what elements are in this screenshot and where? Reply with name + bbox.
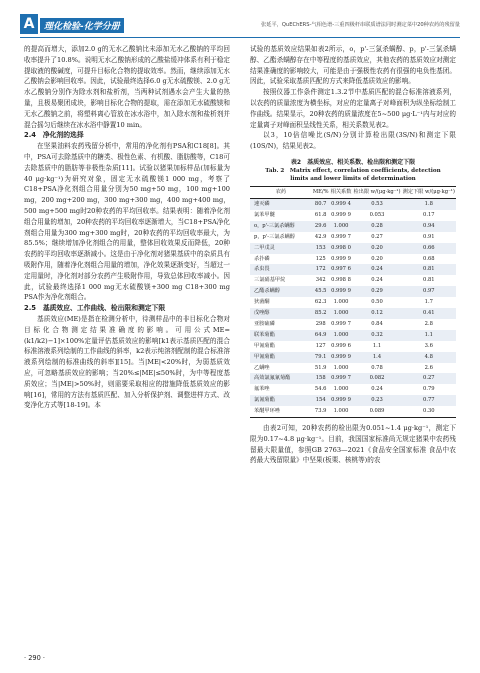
table-cell: 0.999 9: [330, 352, 353, 363]
table-row: [250, 363, 456, 374]
table-cell: 0.94: [402, 221, 456, 232]
table-cell: 0.998 0: [330, 243, 353, 254]
table-cell: 172: [312, 264, 330, 275]
table-cell: 1.000: [333, 299, 349, 306]
table-cell: 0.78: [371, 364, 383, 371]
table-row: [250, 286, 456, 297]
table-cell: 0.089: [352, 406, 401, 417]
table-cell: 0.20: [352, 243, 401, 254]
table-cell: 3.6: [424, 342, 433, 349]
table-cell: 125: [315, 255, 326, 262]
table-row: [250, 384, 456, 395]
journal-name: 理化检验-化学分册: [40, 18, 124, 33]
table-cell: 0.999 7: [330, 373, 353, 384]
table-cell: 0.50: [371, 299, 383, 306]
table-cell: 0.999 7: [331, 233, 351, 240]
table-cell: 342: [315, 277, 326, 284]
table-cell: 0.999 9: [330, 395, 353, 406]
table-cell: 1.000: [333, 364, 349, 371]
table-cell: 0.24: [371, 386, 383, 393]
page-header: [20, 12, 460, 38]
table-row: [250, 330, 456, 341]
table-cell: 0.053: [369, 211, 385, 218]
table-cell: 298: [315, 320, 326, 327]
page-number: · 290 ·: [24, 654, 45, 662]
table-cell: 0.53: [352, 198, 401, 209]
table-cell: 1.8: [402, 198, 456, 209]
table-cell: 高效氯氟氰菊酯: [250, 373, 312, 384]
table-caption-en-2: limits and lower limits of determination: [290, 175, 416, 182]
table-cell: 0.66: [402, 243, 456, 254]
table-cell: 0.81: [423, 277, 435, 284]
column-header: 测定下限 w/(μg·kg⁻¹): [402, 186, 456, 198]
table-caption-en-1: Tab. 2 Matrix effect, correlation coefficients, detection: [265, 167, 441, 174]
table-cell: 杀虫畏: [250, 264, 312, 275]
column-header: 相关系数: [330, 186, 353, 198]
table-cell: 1.000: [330, 406, 353, 417]
journal-logo-icon: A: [20, 14, 38, 34]
table-cell: 2.6: [424, 364, 433, 371]
table-cell: 45.5: [312, 286, 330, 297]
table-cell: 42.9: [314, 233, 327, 240]
table-cell: 158: [312, 373, 330, 384]
table-cell: 0.84: [371, 320, 383, 327]
table-cell: 0.28: [352, 221, 401, 232]
column-header: 检出限 w/(μg·kg⁻¹): [352, 186, 401, 198]
table-cell: 29.6: [312, 221, 330, 232]
table-cell: p，p'-三氯杀螨醇: [254, 233, 295, 240]
table-row: [250, 254, 456, 265]
right-column: [250, 44, 456, 466]
table-cell: 54.6: [314, 386, 327, 393]
paragraph: 的提高而增大，添加2.0 g的无水乙酸钠比未添加无水乙酸钠的平均回收率提升了10.8%。说明无水乙酸钠形成的乙酸盐缓冲体系有利于稳定提取液的酸碱度，可提升目标化合物的提取效率。然而，继续添加无水乙酸钠会影响回收率。因此，试验最终选择6.0 g无水硫酸镁、2.0 g无水乙酸钠分别作为除水剂和盐析剂，当两种试剂遇水会产生大量的热量，且极易聚团成块，影响目标化合物的提取，需在添加无水硫酸镁和无水乙酸钠之前，将塑料离心管放在冰水浴中，加入除水剂和盐析剂并混合摇匀后继续在冰水浴中静置10 min。: [24, 45, 230, 129]
table-cell: o，p'-三氯杀螨醇: [250, 221, 312, 232]
table-cell: 0.27: [371, 233, 383, 240]
table-header-row: [250, 186, 456, 198]
table-cell: 80.7: [312, 198, 330, 209]
table-cell: 氯苯甲醚: [254, 211, 275, 218]
table-cell: 61.8: [314, 211, 327, 218]
table-cell: 1.7: [424, 299, 433, 306]
table-cell: 51.9: [314, 364, 327, 371]
table-cell: 0.24: [371, 277, 383, 284]
table-cell: 甲氰菊酯: [250, 352, 312, 363]
table-cell: 0.23: [352, 395, 401, 406]
table-cell: 0.68: [423, 255, 435, 262]
table-cell: 0.29: [352, 286, 401, 297]
table-row: [250, 297, 456, 308]
table-row: [250, 232, 456, 243]
paragraph: 由表2可知，20种农药的检出限为0.051~1.4 μg·kg⁻¹，测定下限为0.17~4.8 μg·kg⁻¹。目前，我国国家标准尚无规定猪果中农药残留最大限量值，参照GB 2763—2021《食品安全国家标准 食品中农药最大残留限量》中坚果(板栗、核桃等)的农: [250, 424, 456, 465]
table-cell: 1.1: [402, 330, 456, 341]
table-row: [250, 198, 456, 209]
table-row: [250, 406, 456, 417]
table-cell: 0.79: [423, 386, 435, 393]
table-row: [250, 395, 456, 406]
left-column: [24, 44, 230, 411]
section-heading: 2.5 基质效应、工作曲线、检出限和测定下限: [24, 304, 166, 313]
table-cell: 0.30: [402, 406, 456, 417]
running-title: 张延平，QuEChERS-气相色谱-三重四极杆串联质谱法同时测定菜中20种农药的残留量: [261, 22, 460, 28]
table-cell: 1.1: [372, 342, 382, 349]
table-cell: 0.20: [371, 255, 383, 262]
table-cell: 62.3: [314, 299, 327, 306]
paragraph: 试验的基质效应结果如表2所示，o，p'-三氯杀螨醇、p，p'-三氯杀螨醇、乙酯杀螨醇存在中等程度的基质效应，其他农药的基质效应对测定结果准确度的影响较大，可能是由于强极性农药有很强的电负性基团。因此，试验采取基质匹配的方式来降低基质效应的影响。: [250, 45, 456, 86]
table-row: [250, 308, 456, 319]
table-row: [250, 264, 456, 275]
section-heading: 2.4 净化剂的选择: [24, 131, 84, 140]
paragraph: 在坚果油料农药残留分析中，常用的净化剂有PSA和C18[8]。其中，PSA可去除基质中的糖类、极性色素、有机酸、脂肪酸等，C18可去除基质中的脂肪等非极性杂质[11]。试验以猪果加标样品(加标量为40 μg·kg⁻¹)为研究对象，固定无水硫酸镁1 000 mg，考察了C18+PSA净化剂组合用量分别为50 mg+50 mg，100 mg+100 mg，200 mg+200 mg，300 mg+300 mg，400 mg+400 mg，500 mg+500 mg时20种农药的平均回收率。结果表明：随着净化剂组合用量的增加，20种农药的平均回收率逐渐增大，当C18+PSA净化剂组合用量为300 mg+300 mg时，20种农药的平均回收率最大，为85.5%；继续增加净化剂组合的用量，整体回收效果反而降低，20种农药的平均回收率逐渐减小。这是由于净化剂对猪果基质中的杂质具有吸附作用，随着净化剂组合用量的增加，净化效果逐渐变好，当超过一定用量时，净化剂对部分农药产生吸附作用，导致总体回收率减小。因此，试验最终选择1 000 mg无水硫酸镁+300 mg C18+300 mg PSA作为净化剂组合。: [24, 142, 230, 302]
column-header: 农药: [250, 186, 312, 198]
table-cell: 1.4: [352, 352, 401, 363]
table-cell: 戊唑醇: [250, 308, 312, 319]
results-table: [250, 186, 456, 418]
table-cell: 亚胺硫磷: [254, 320, 275, 327]
table-cell: 1.000: [330, 221, 353, 232]
table-cell: 0.32: [352, 330, 401, 341]
table-cell: 0.91: [423, 233, 435, 240]
table-row: [250, 210, 456, 221]
table-cell: 2.8: [424, 320, 433, 327]
table-cell: 0.81: [402, 264, 456, 275]
table-cell: 0.999 9: [330, 286, 353, 297]
table-cell: 0.17: [423, 211, 435, 218]
table-cell: 127: [315, 342, 326, 349]
table-cell: 0.999 7: [331, 320, 351, 327]
table-cell: 0.97: [402, 286, 456, 297]
table-cell: 85.2: [312, 308, 330, 319]
column-header: ME/%: [312, 186, 330, 198]
table-row: [250, 373, 456, 384]
paragraph: 基质效应(ME)是指在检测分析中，待测样品中的非目标化合物对目标化合物测定结果准确度的影响。可用公式ME=(k1/k2)−1]×100%定量评估基质效应的影响[k1表示基质匹配的混合标准溶液系列绘制的工作曲线的斜率，k2表示纯溶剂配制的混合标准溶液系列绘制的标准曲线的斜率][15]。当|ME|<20%时，为弱基质效应，可忽略基质效应的影响；当20%≤|ME|≤50%时，为中等程度基质效应；当|ME|>50%时，则需要采取相应的措施降低基质效应的影响[16]，常用的方法有基质匹配、加入分析保护剂、调整进样方式、改变净化方式等[18-19]。本: [24, 314, 231, 410]
table-cell: 0.082: [352, 373, 401, 384]
table-cell: 0.999 4: [330, 198, 353, 209]
table-cell: 三氯硝基甲烷: [254, 277, 286, 284]
table-cell: 79.1: [312, 352, 330, 363]
table-cell: 苯醚甲环唑: [250, 406, 312, 417]
table-cell: 氟苯唑: [254, 386, 270, 393]
table-cell: 1.000: [330, 330, 353, 341]
table-row: [250, 275, 456, 286]
table-cell: 甲氰菊酯: [254, 342, 275, 349]
table-cell: 154: [312, 395, 330, 406]
table-cell: 73.9: [312, 406, 330, 417]
table-cell: 二甲戊灵: [250, 243, 312, 254]
table-cell: 0.27: [402, 373, 456, 384]
table-row: [250, 341, 456, 352]
table-row: [250, 319, 456, 330]
table-cell: 0.12: [352, 308, 401, 319]
table-cell: 乙酯杀螨醇: [250, 286, 312, 297]
table-row: [250, 243, 456, 254]
table-cell: 0.999 6: [331, 342, 351, 349]
table-row: [250, 352, 456, 363]
table-cell: 速灭磷: [250, 198, 312, 209]
table-cell: 1.000: [330, 308, 353, 319]
table-caption-cn: 表2 基质效应、相关系数、检出限和测定下限: [290, 158, 416, 166]
table-cell: 0.24: [352, 264, 401, 275]
table-cell: 64.9: [312, 330, 330, 341]
paragraph: 按照仪器工作条件测定1.3.2节中基质匹配的混合标准溶液系列，以农药的质量浓度为横坐标，对应的定量离子对峰面积为纵坐标绘制工作曲线。结果显示，20种农药的质量浓度在5~500 μg·L⁻¹内与对应的定量离子对峰面积呈线性关系，相关系数见表2。: [250, 88, 456, 129]
table-cell: 0.999 9: [331, 255, 351, 262]
table-cell: 0.41: [402, 308, 456, 319]
table-cell: 153: [312, 243, 330, 254]
table-cell: 联苯菊酯: [250, 330, 312, 341]
table-cell: 氯氰菊酯: [250, 395, 312, 406]
table-cell: 1.000: [333, 386, 349, 393]
table-row: [250, 221, 456, 232]
table-cell: 杀扑磷: [254, 255, 270, 262]
table-cell: 0.999 9: [331, 211, 351, 218]
table-cell: 狄菌酮: [254, 299, 270, 306]
table-cell: 0.998 8: [331, 277, 351, 284]
table-cell: 乙螨唑: [254, 364, 270, 371]
table-cell: 4.8: [402, 352, 456, 363]
paragraph: 以3，10倍信噪比(S/N)分别计算检出限(3S/N)和测定下限(10S/N)，结果见表2。: [250, 131, 456, 151]
table-cell: 0.997 6: [330, 264, 353, 275]
table-cell: 0.77: [402, 395, 456, 406]
